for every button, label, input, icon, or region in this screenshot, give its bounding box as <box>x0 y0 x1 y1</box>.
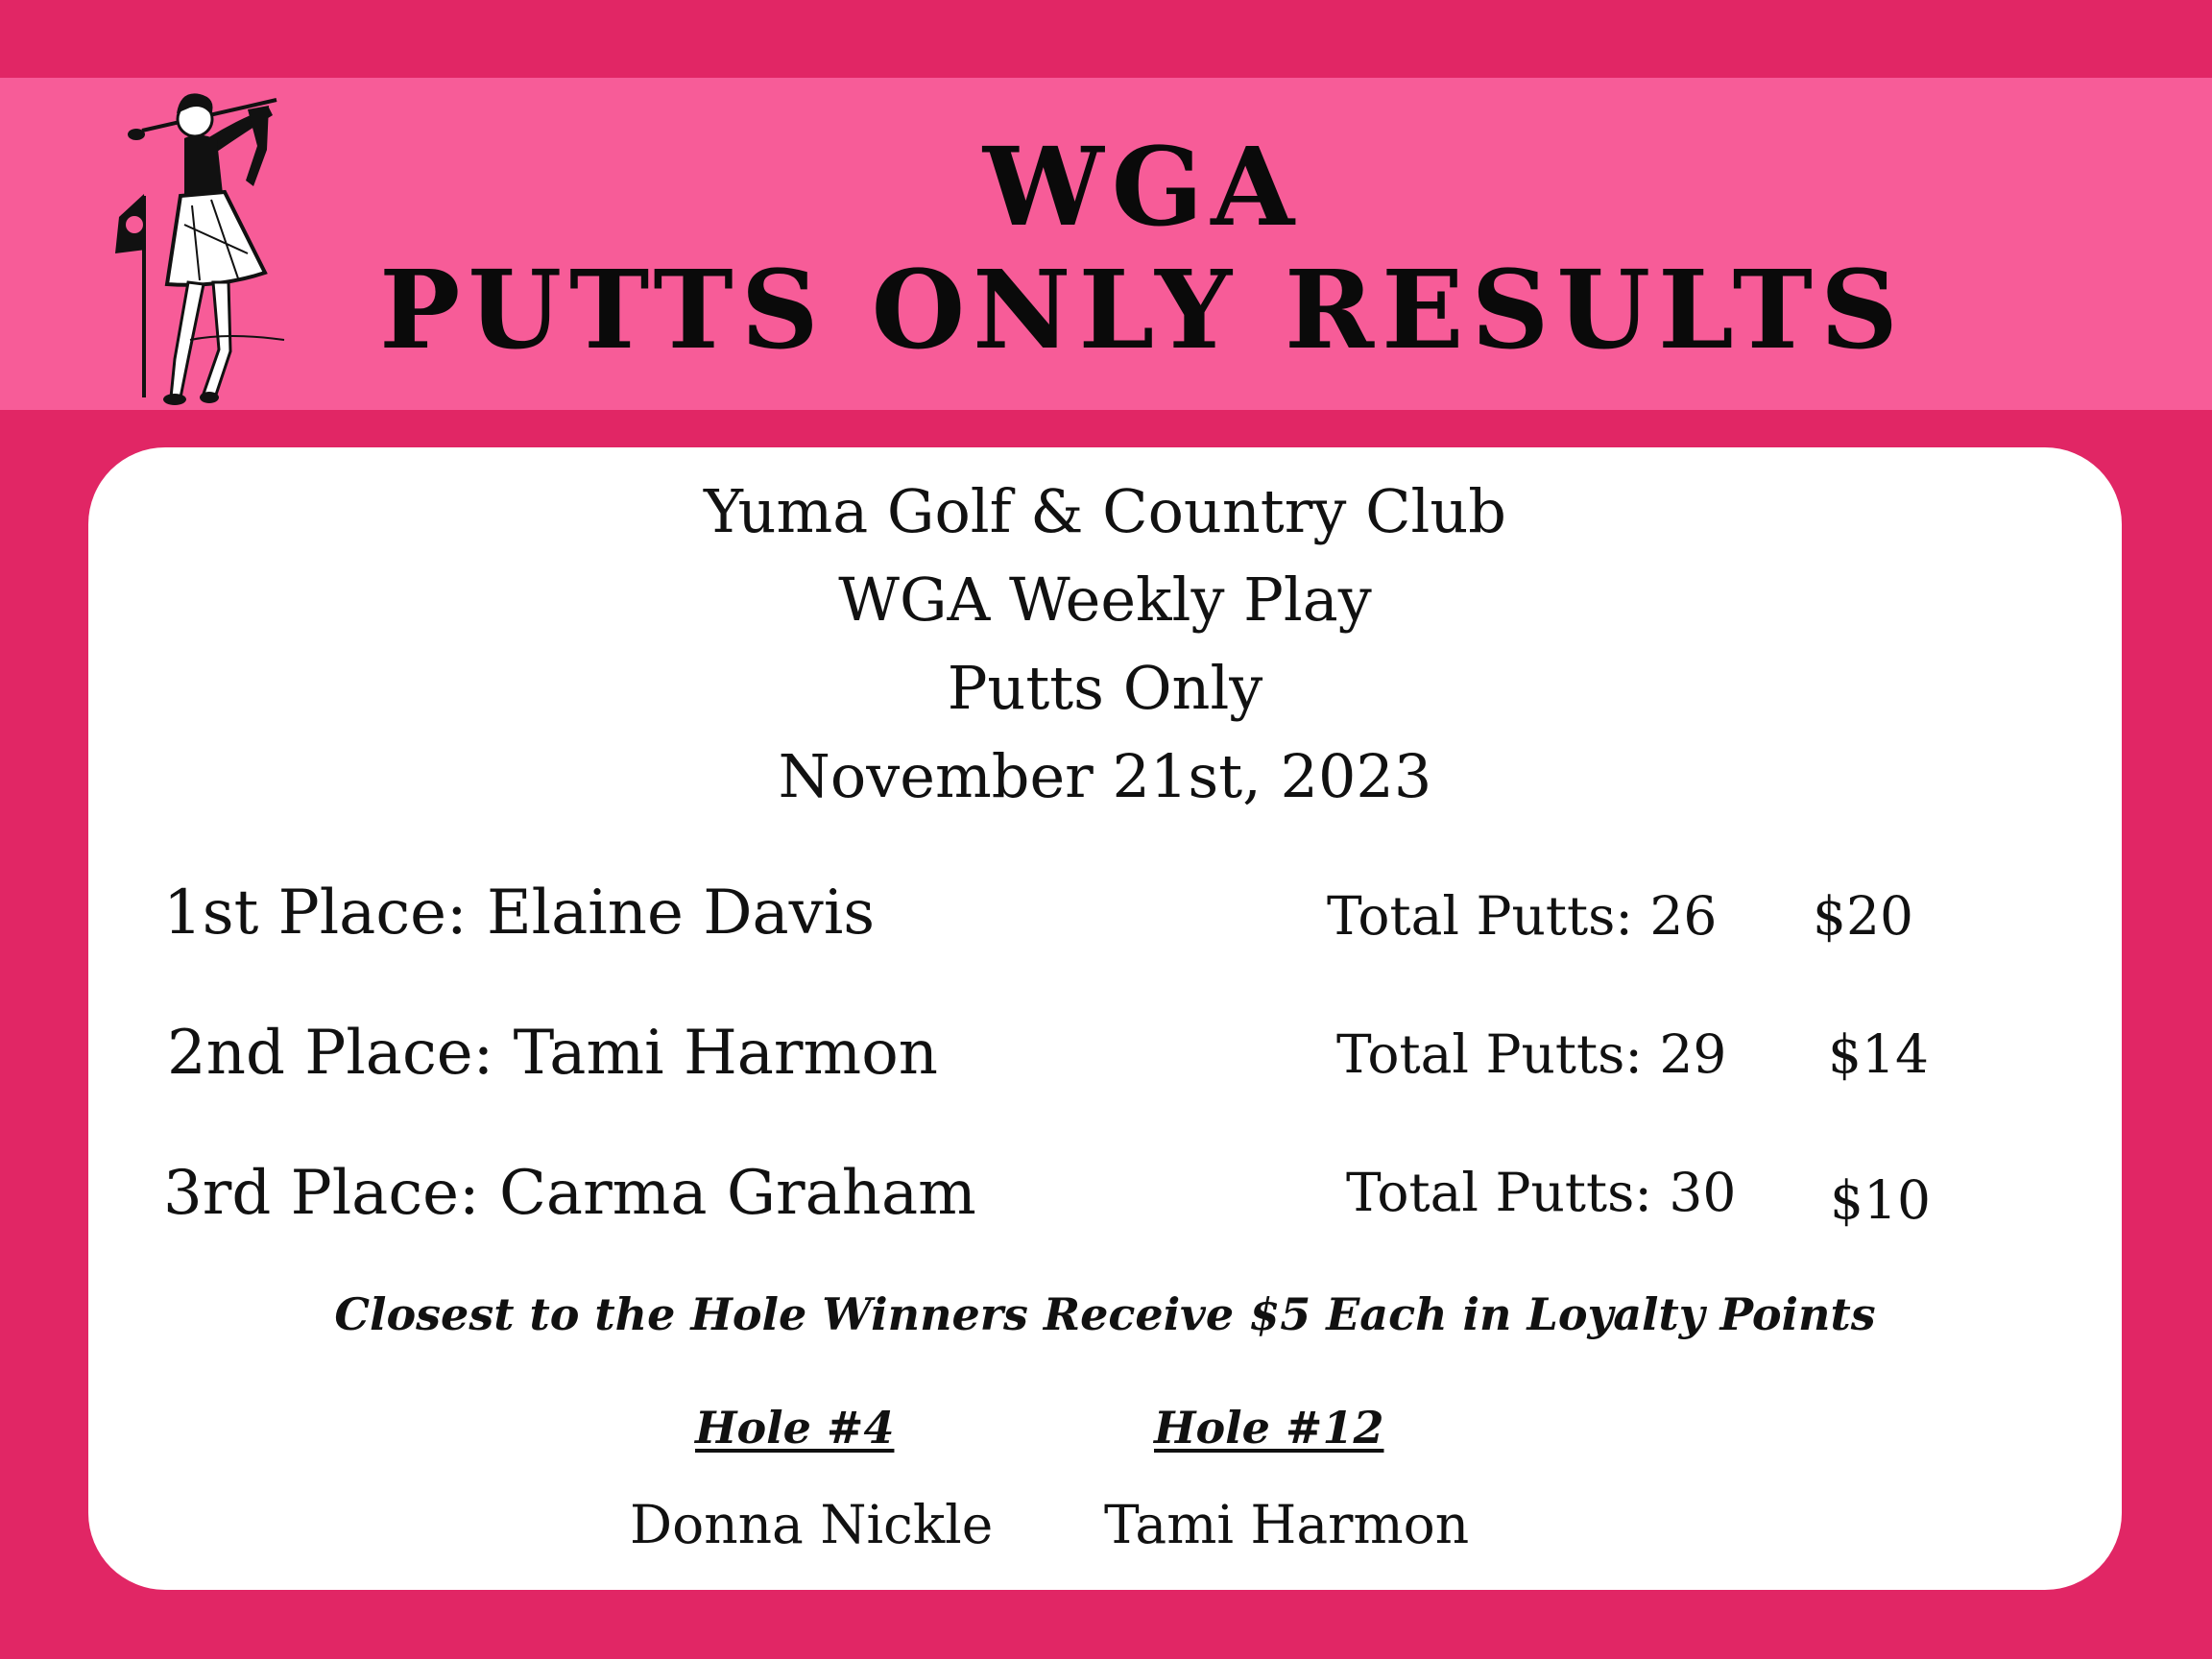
second-place-name: 2nd Place: Tami Harmon <box>167 1018 938 1089</box>
title-putts-only-results: PUTTS ONLY RESULTS <box>379 248 1906 373</box>
hole-12-label: Hole #12 <box>1154 1402 1384 1454</box>
second-place-putts: Total Putts: 29 <box>1336 1023 1727 1085</box>
club-name: Yuma Golf & Country Club <box>704 476 1506 546</box>
closest-to-hole-heading: Closest to the Hole Winners Receive $5 Each in Loyalty Points <box>334 1288 1876 1340</box>
hole-4-label: Hole #4 <box>695 1402 895 1454</box>
second-place-prize: $14 <box>1828 1023 1929 1085</box>
third-place-name: 3rd Place: Carma Graham <box>163 1158 976 1229</box>
title-wga: WGA <box>982 125 1303 251</box>
hole-12-winner: Tami Harmon <box>1104 1494 1470 1555</box>
event-format: Putts Only <box>947 653 1263 723</box>
third-place-putts: Total Putts: 30 <box>1346 1162 1737 1223</box>
first-place-name: 1st Place: Elaine Davis <box>163 878 876 949</box>
event-date: November 21st, 2023 <box>778 741 1432 811</box>
first-place-putts: Total Putts: 26 <box>1327 885 1718 947</box>
event-series: WGA Weekly Play <box>838 565 1372 635</box>
results-card <box>88 447 2122 1590</box>
first-place-prize: $20 <box>1813 885 1913 947</box>
hole-4-winner: Donna Nickle <box>630 1494 994 1555</box>
third-place-prize: $10 <box>1830 1169 1931 1231</box>
